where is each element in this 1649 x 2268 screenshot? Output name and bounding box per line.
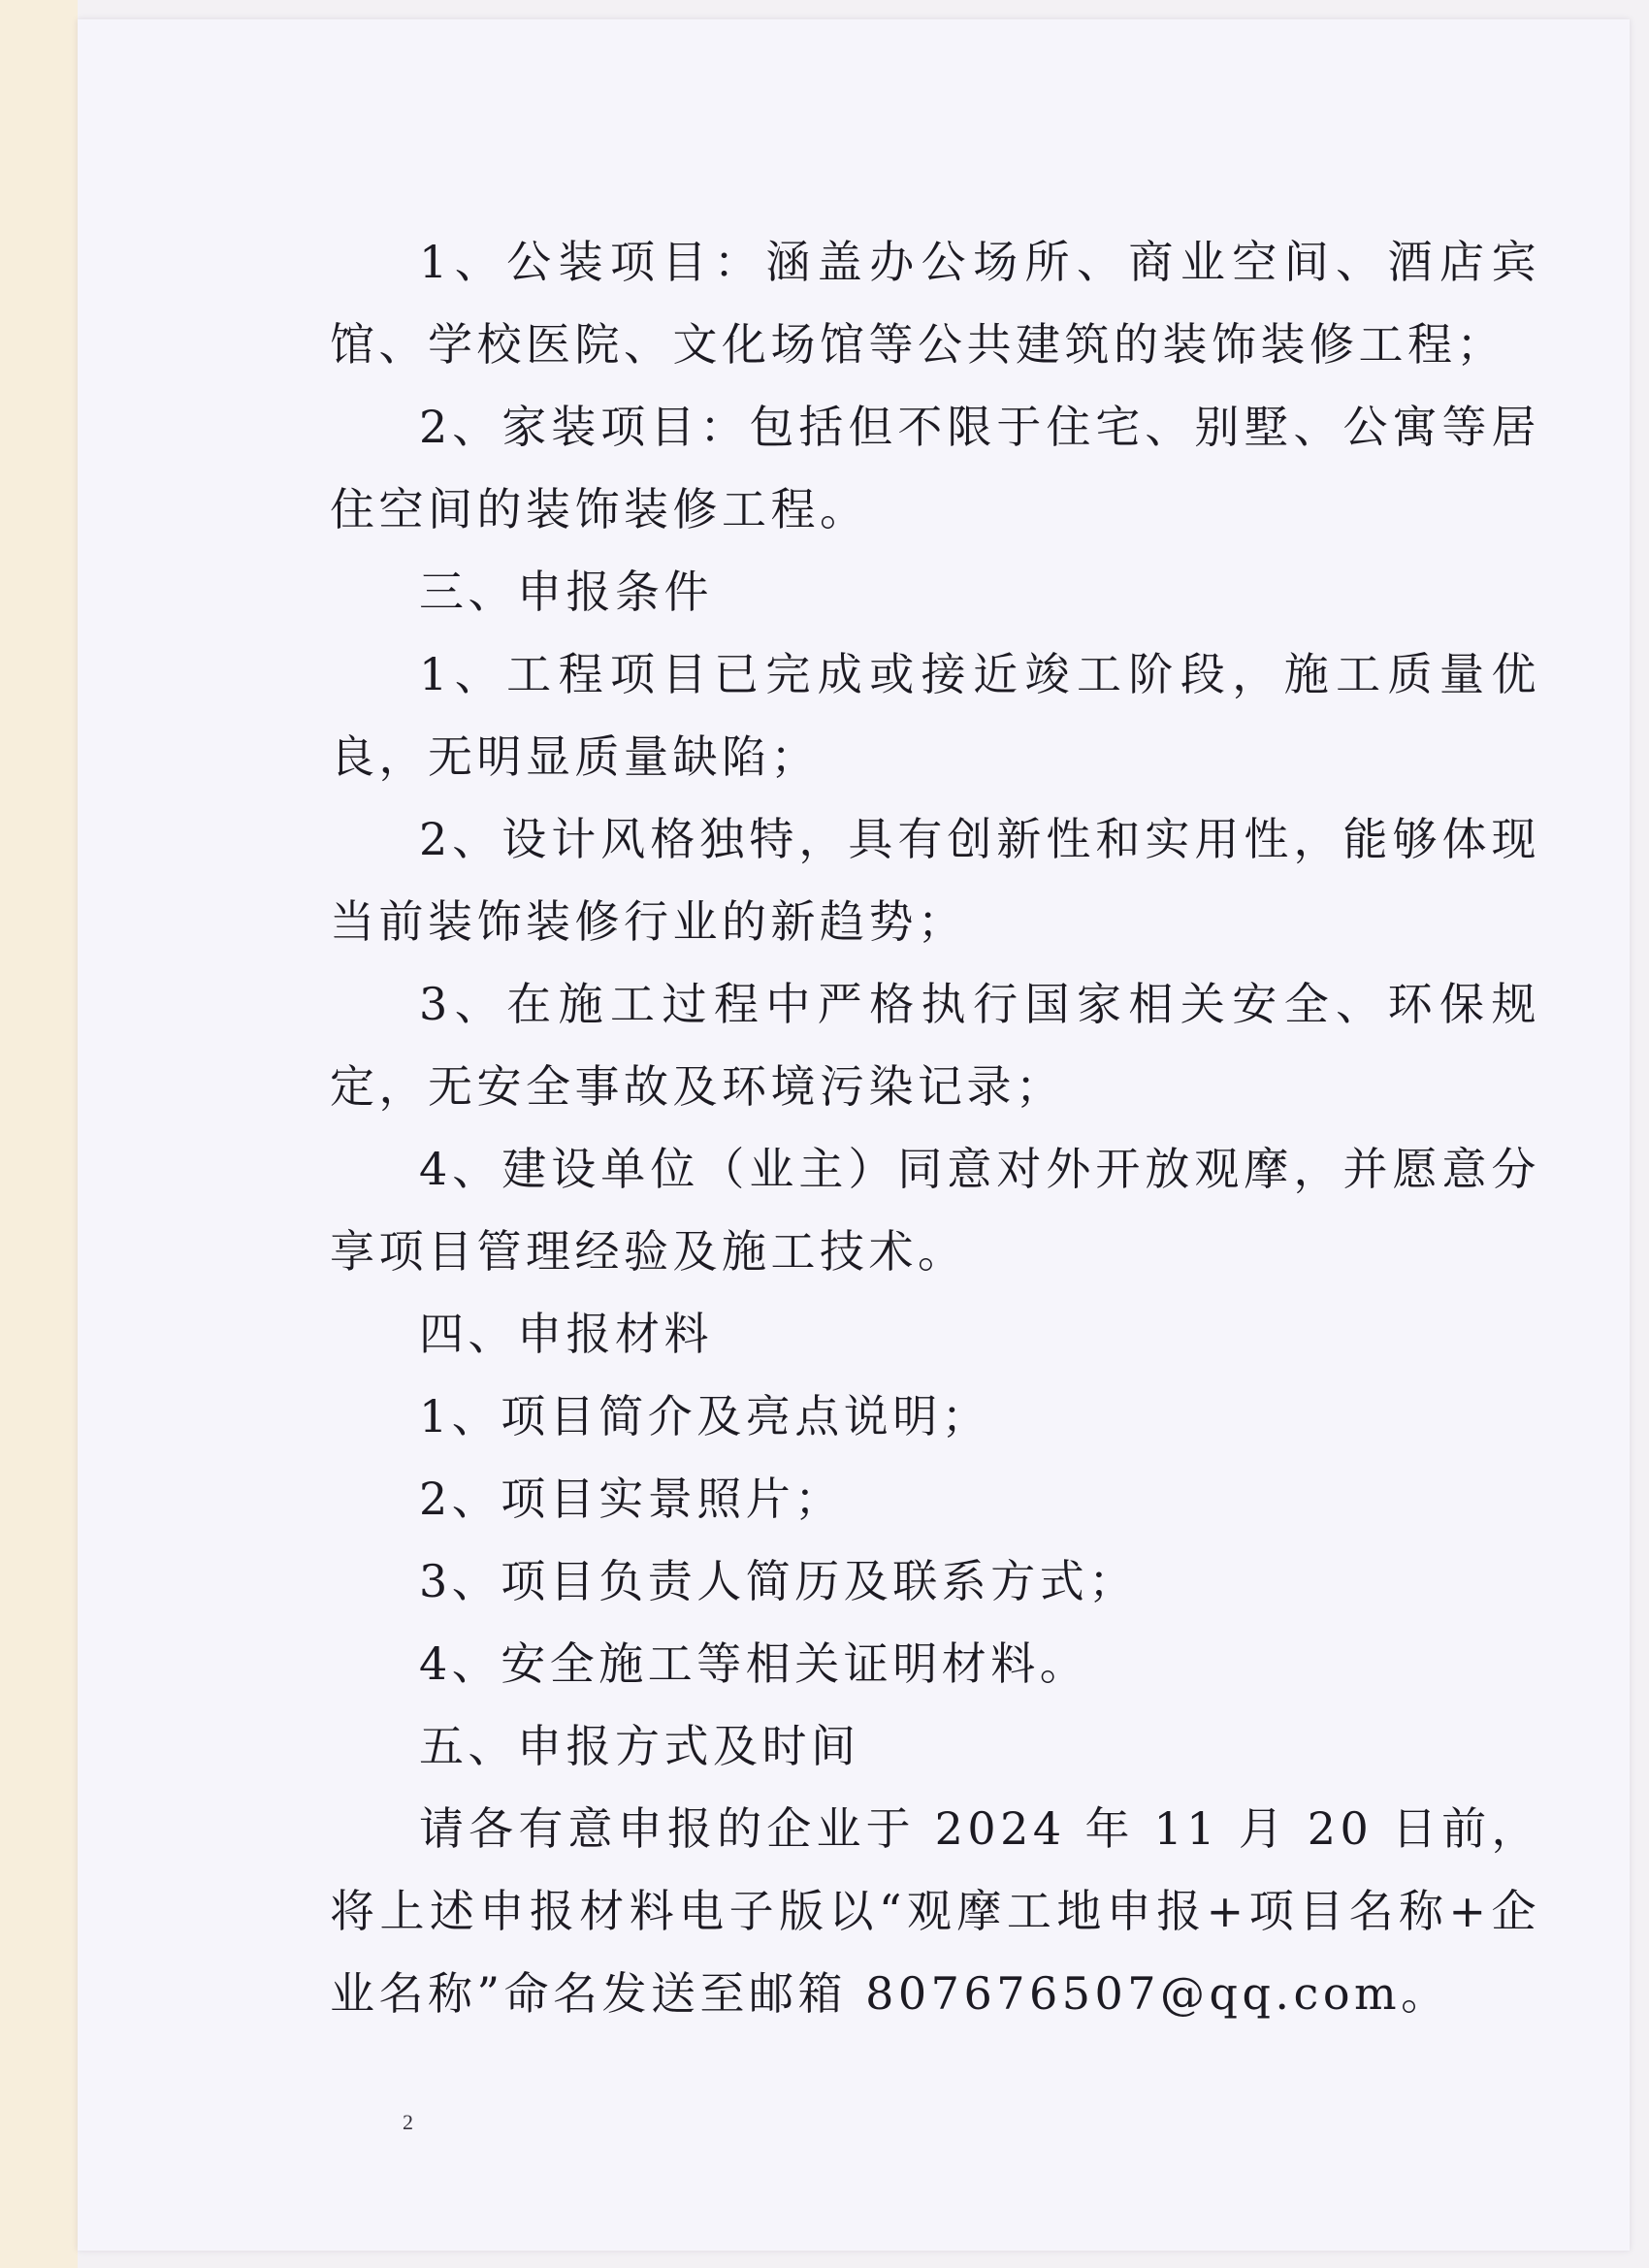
section-heading-application-materials: 四、申报材料: [419, 1308, 713, 1360]
paragraph-condition-3: 3、在施工过程中严格执行国家相关安全、环保规定，无安全事故及环境污染记录；: [330, 978, 1540, 1113]
paragraph-home-decoration-projects: 2、家装项目：包括但不限于住宅、别墅、公寓等居住空间的装饰装修工程。: [330, 401, 1540, 535]
section-heading-application-method-and-time: 五、申报方式及时间: [419, 1720, 860, 1772]
paragraph-submission-instructions: 请各有意申报的企业于 2024 年 11 月 20 日前，将上述申报材料电子版以“观摩工地申报+项目名称+企业名称”命名发送至邮箱 807676507@qq.com。: [330, 1802, 1540, 2020]
paragraph-public-decoration-projects: 1、公装项目：涵盖办公场所、商业空间、酒店宾馆、学校医院、文化场馆等公共建筑的装饰装修工程；: [330, 236, 1540, 371]
paragraph-material-1: 1、项目简介及亮点说明；: [419, 1390, 991, 1442]
paragraph-condition-1: 1、工程项目已完成或接近竣工阶段，施工质量优良，无明显质量缺陷；: [330, 648, 1540, 783]
paragraph-material-4: 4、安全施工等相关证明材料。: [419, 1637, 1089, 1690]
paragraph-material-3: 3、项目负责人简历及联系方式；: [419, 1555, 1138, 1607]
scan-edge-strip: [0, 0, 78, 2268]
paragraph-condition-4: 4、建设单位（业主）同意对外开放观摩，并愿意分享项目管理经验及施工技术。: [330, 1143, 1540, 1278]
page-number: 2: [403, 2110, 413, 2134]
document-body: [330, 221, 1540, 2035]
paragraph-condition-2: 2、设计风格独特，具有创新性和实用性，能够体现当前装饰装修行业的新趋势；: [330, 813, 1540, 948]
paragraph-material-2: 2、项目实景照片；: [419, 1473, 844, 1525]
document-page: [78, 19, 1630, 2251]
section-heading-application-conditions: 三、申报条件: [419, 566, 713, 618]
